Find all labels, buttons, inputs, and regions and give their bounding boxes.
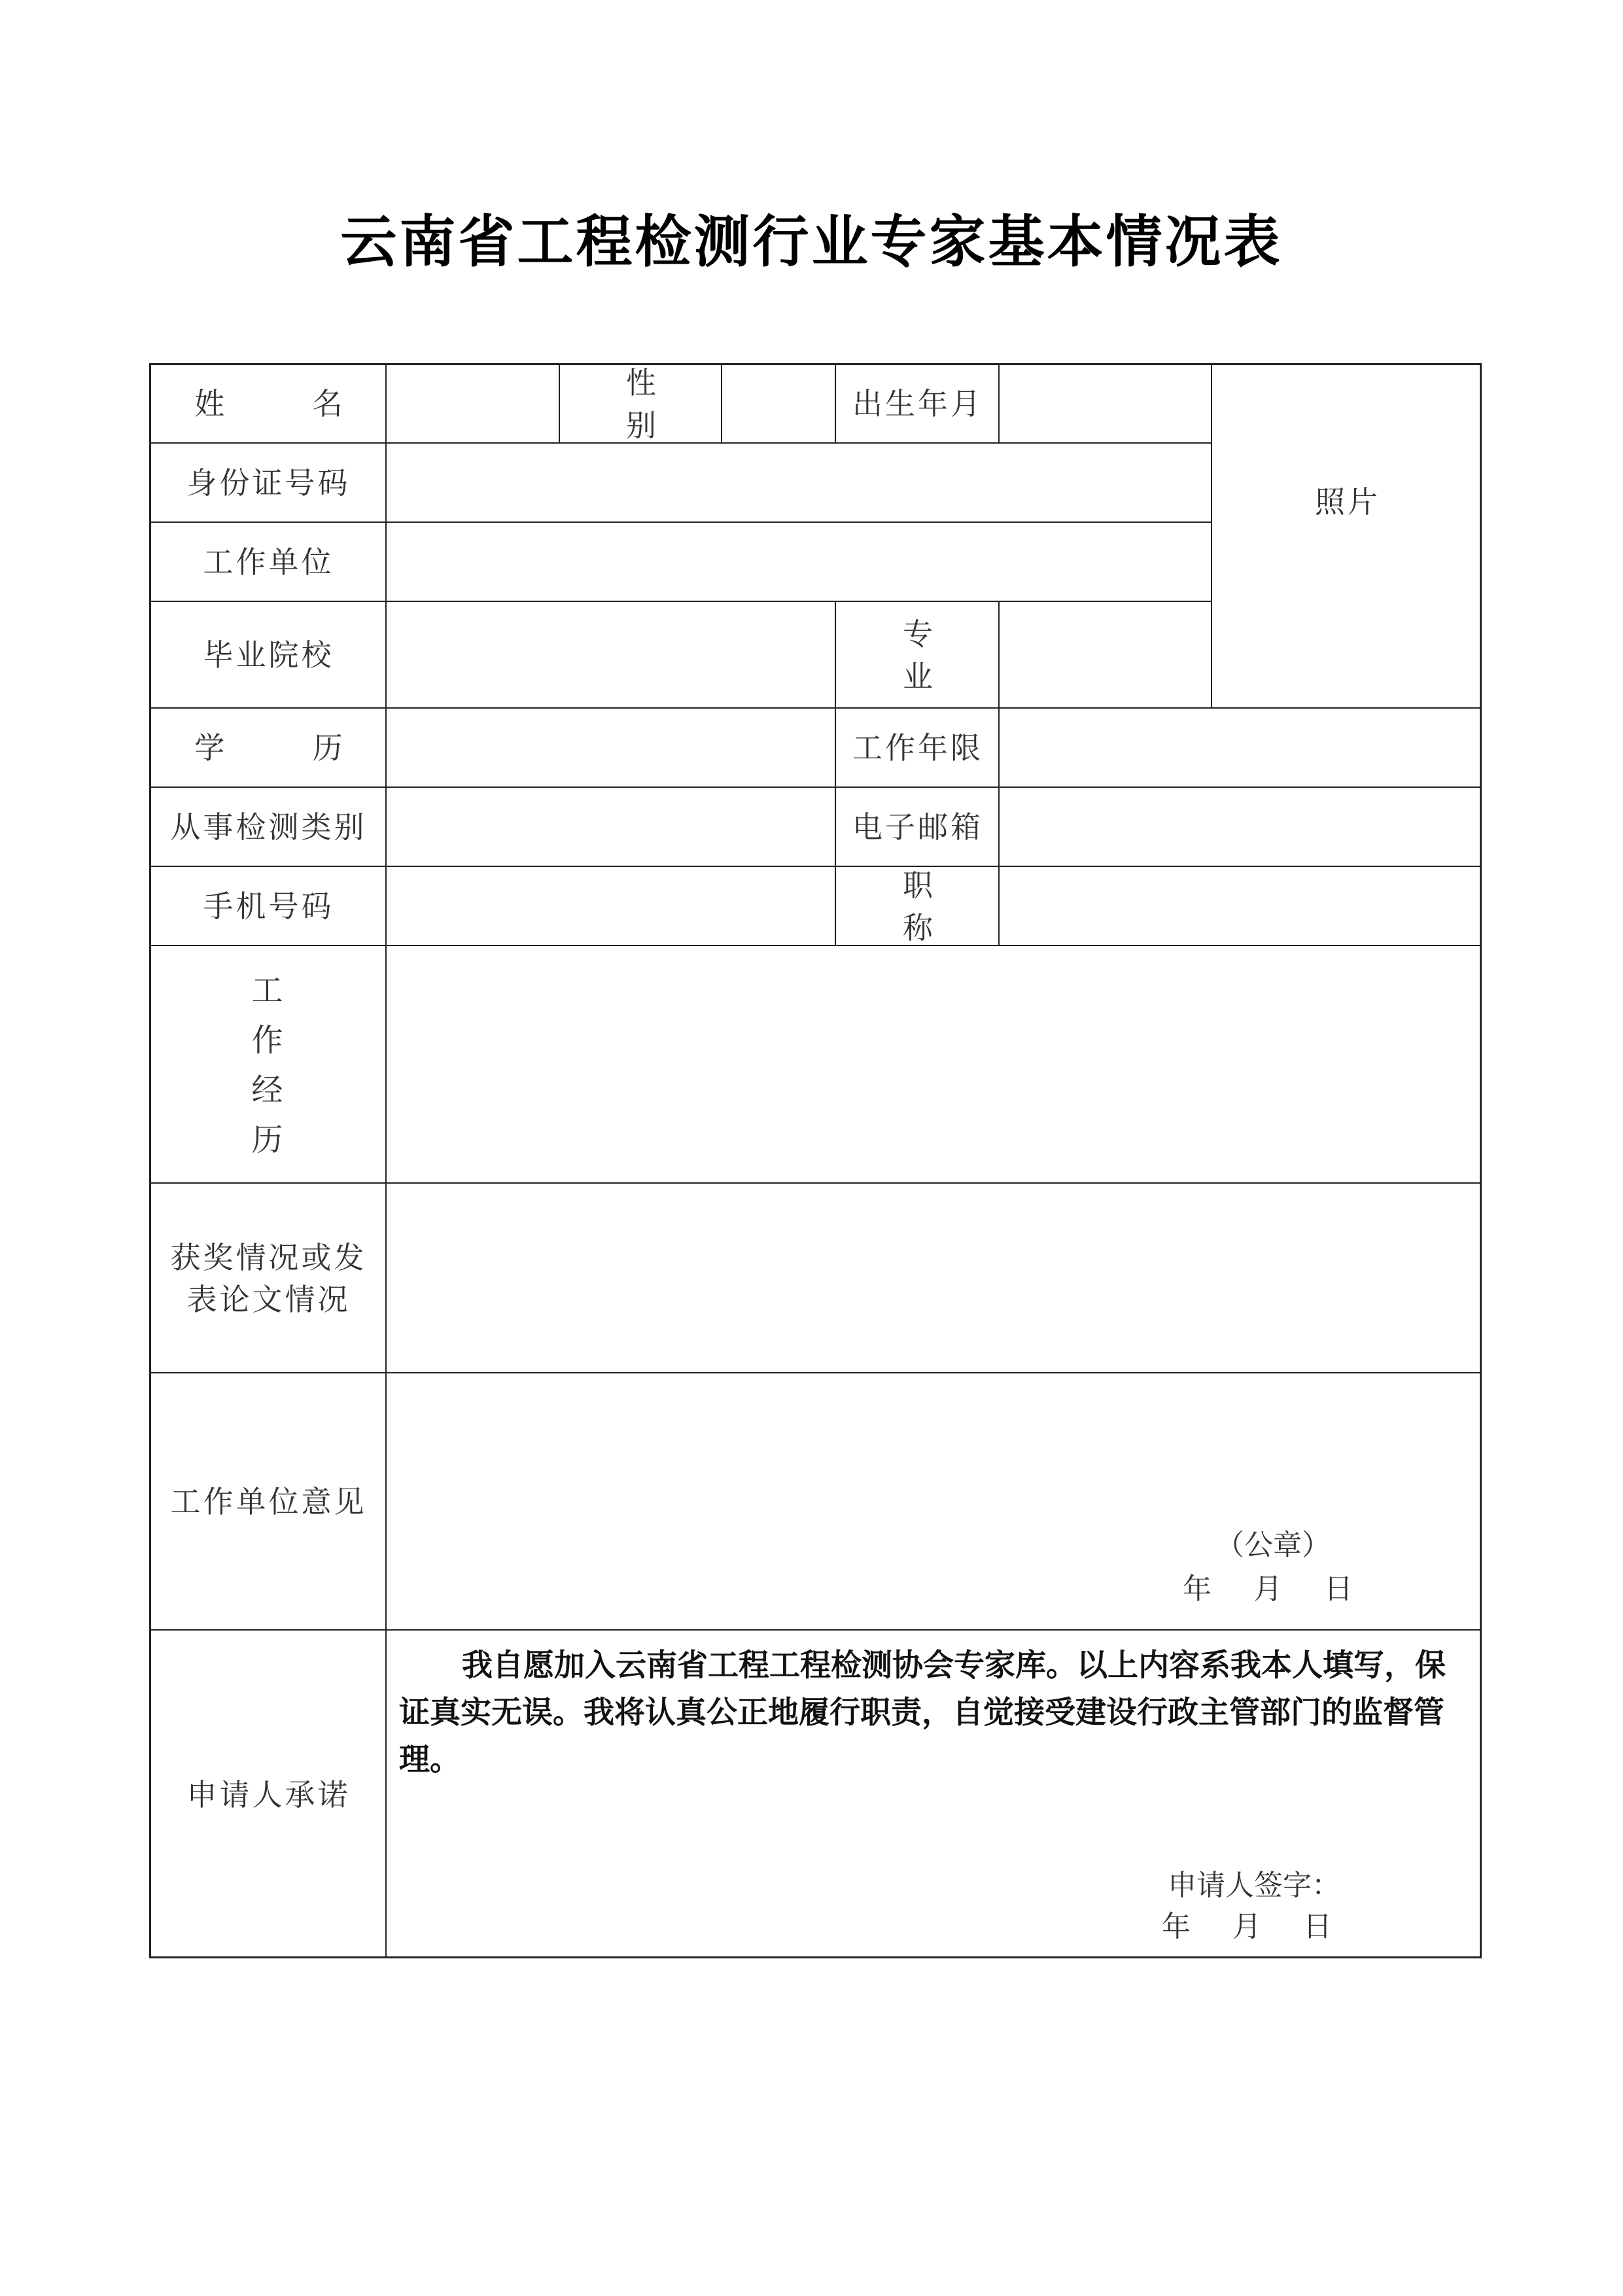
work-history-char: 工 — [251, 972, 286, 1009]
major-label: 专 业 — [903, 616, 972, 694]
official-seal-label: （公章） — [1215, 1528, 1331, 1562]
education-field[interactable] — [385, 707, 835, 786]
school-label: 毕业院校 — [203, 637, 334, 673]
test-category-field[interactable] — [385, 786, 835, 866]
id-number-field[interactable] — [385, 442, 1211, 521]
work-history-label-cell — [149, 945, 385, 1182]
gender-label-cell — [559, 363, 721, 442]
test-category-label: 从事检测类别 — [170, 809, 367, 845]
work-history-char: 作 — [251, 1021, 286, 1059]
awards-label — [150, 1184, 387, 1373]
work-history-field[interactable] — [385, 945, 1482, 1182]
name-field[interactable] — [385, 363, 559, 442]
birth-label: 出生年月 — [852, 386, 983, 422]
school-label-cell — [149, 601, 385, 707]
id-label-cell — [149, 442, 385, 521]
work-history-char: 经 — [251, 1071, 286, 1108]
employer-opinion-label-cell — [149, 1372, 385, 1629]
education-label: 学 历 — [194, 730, 382, 766]
gender-field[interactable] — [721, 363, 835, 442]
pledge-date: 年 月 日 — [1162, 1910, 1332, 1943]
work-years-field[interactable] — [998, 707, 1482, 786]
mobile-label: 手机号码 — [203, 889, 334, 925]
photo-cell[interactable] — [1211, 363, 1482, 707]
pledge-label-cell — [149, 1629, 385, 1958]
work-history-char: 历 — [251, 1121, 286, 1158]
employer-label: 工作单位 — [203, 544, 334, 580]
education-label-cell — [149, 707, 385, 786]
awards-label-line2: 表论文情况 — [186, 1282, 351, 1317]
opinion-date: 年 月 日 — [1183, 1572, 1353, 1606]
birth-label-cell — [835, 363, 998, 442]
signature-label: 申请人签字： — [1168, 1869, 1340, 1902]
awards-label-cell — [149, 1182, 385, 1372]
pledge-text: 我自愿加入云南省工程工程检测协会专家库。以上内容系我本人填写，保证真实无误。我将认真公正地履行职责，自觉接受建设行政主管部门的监督管理。 — [399, 1648, 1446, 1778]
employer-opinion-label: 工作单位意见 — [170, 1484, 367, 1520]
title-rank-label: 职 称 — [903, 868, 972, 945]
email-field[interactable] — [998, 786, 1482, 866]
work-history-label — [150, 946, 387, 1184]
major-label-cell — [835, 601, 998, 707]
title-rank-field[interactable] — [998, 866, 1482, 945]
email-label-cell — [835, 786, 998, 866]
applicant-pledge-label: 申请人承诺 — [186, 1777, 351, 1813]
mobile-field[interactable] — [385, 866, 835, 945]
email-label: 电子邮箱 — [852, 809, 983, 845]
employer-label-cell — [149, 521, 385, 601]
work-years-label: 工作年限 — [852, 730, 983, 766]
name-label-cell — [149, 363, 385, 442]
awards-label-line1: 获奖情况或发 — [170, 1239, 367, 1275]
employer-field[interactable] — [385, 521, 1211, 601]
test-category-label-cell — [149, 786, 385, 866]
mobile-label-cell — [149, 866, 385, 945]
gender-label: 性 别 — [626, 365, 695, 443]
birth-field[interactable] — [998, 363, 1211, 442]
school-field[interactable] — [385, 601, 835, 707]
major-field[interactable] — [998, 601, 1211, 707]
work-years-label-cell — [835, 707, 998, 786]
page-title: 云南省工程检测行业专家基本情况表 — [340, 209, 1283, 275]
name-label: 姓 名 — [194, 386, 382, 422]
title-rank-label-cell — [835, 866, 998, 945]
id-number-label: 身份证号码 — [186, 465, 351, 501]
photo-label: 照片 — [1315, 484, 1380, 520]
awards-field[interactable] — [385, 1182, 1482, 1372]
